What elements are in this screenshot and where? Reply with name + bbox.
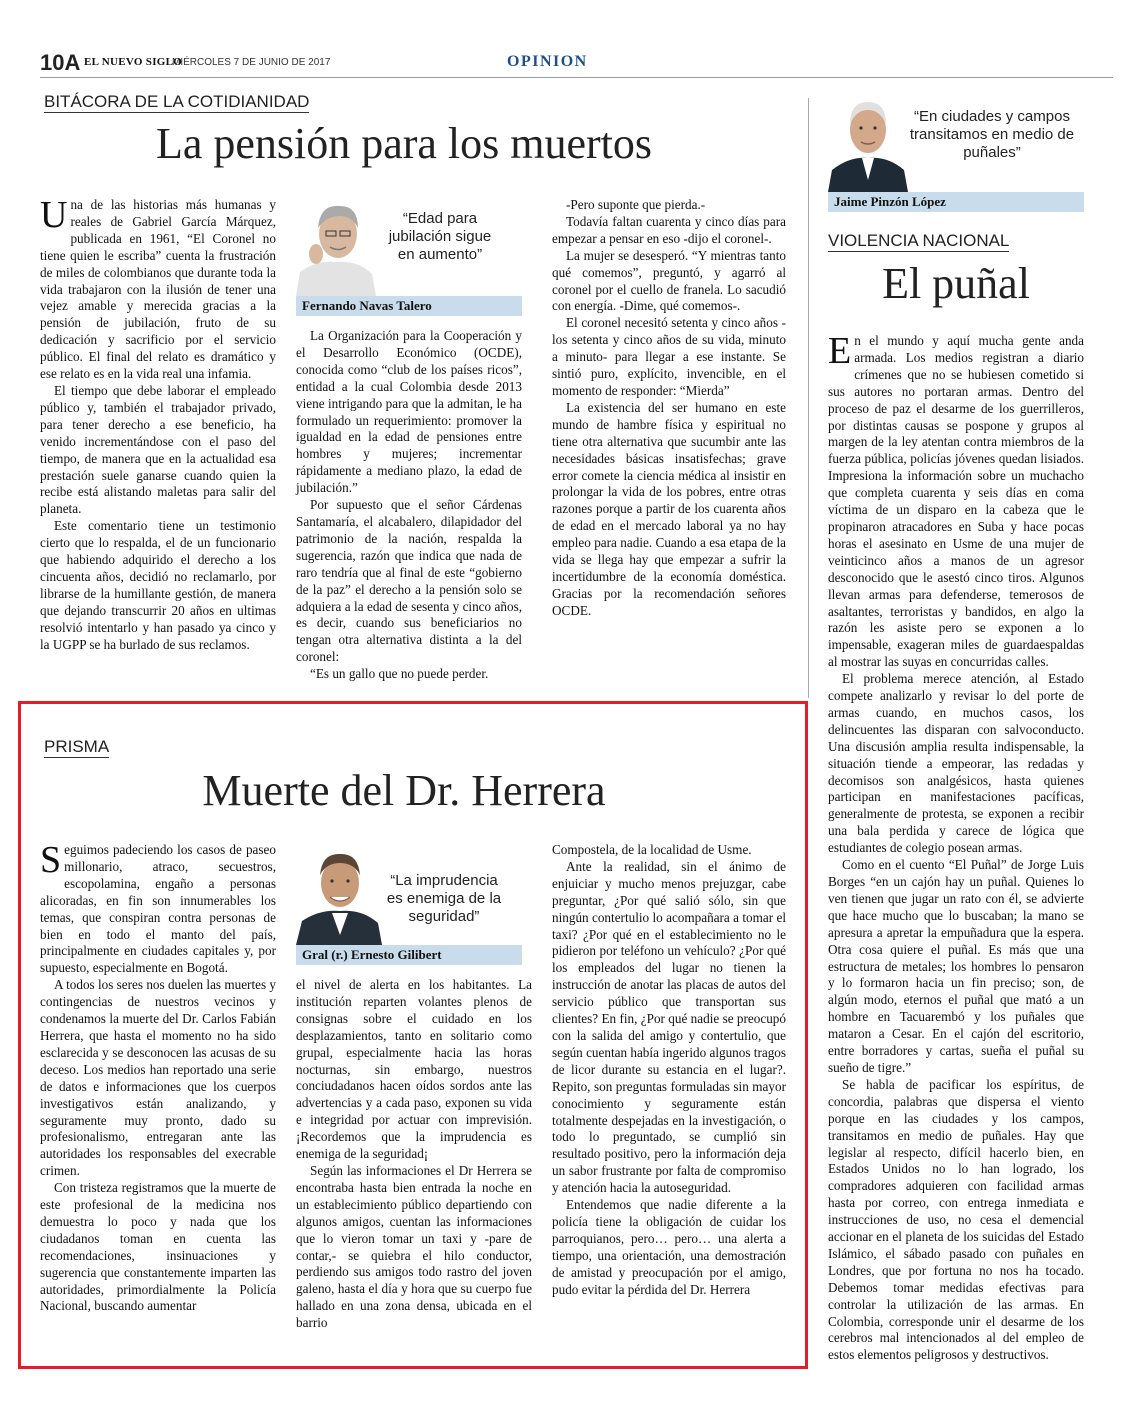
article-1-column-1: Una de las historias más humanas y reales de Gabriel García Márquez, publicada en 1961, “El Coronel no tiene quien le escriba” cuenta la frustración de miles de colombianos que durante toda la vida trabajaron con la ilusión de tener una vejez amable y merecida gracias a la pensión de jubilación, fruto de su dedicación y sacrificio por el servicio público. El final del relato es dramático y ese relato es en la vida real una infamia. El tiempo que debe laborar el empleado público y, también el trabajador privado, para tener derecho a ese beneficio, ha venido incrementándose con el paso del tiempo, de manera que en la actualidad esa prestación suele ganarse cuando quien la recibe está alistando maletas para salir del planeta. Este comentario tiene un testimonio cierto que lo respalda, el de un funcionario que habiendo adquirido el derecho a los cincuenta años, decidió no reclamarlo, por librarse de la humillante gestión, de manera que dejando transcurrir 20 años en ultimas resolvió intentarlo y han pasado ya cinco y la UGPP se ha burlado de sus reclamos. bbox=[40, 194, 276, 652]
article-3-kicker: VIOLENCIA NACIONAL bbox=[828, 231, 1010, 250]
drop-cap: E bbox=[828, 330, 852, 372]
article-2-pull-quote: “La imprudencia es enemiga de la seguridad” bbox=[386, 872, 502, 925]
drop-cap: S bbox=[40, 839, 62, 881]
article-1-pull-quote: “Edad para jubilación sigue en aumento” bbox=[388, 210, 492, 263]
article-1-column-3: -Pero suponte que pierda.- Todavía faltan cuarenta y cinco días para empezar a pensar en eso -dijo el coronel-. La mujer se desesperó. “Y mientras tanto qué comemos”, preguntó, y agarró al coronel por el cuello de franela. Lo sacudió con energía. -Dime, qué comemos-. El coronel necesitó setenta y cinco años -los setenta y cinco años de su vida, minuto a minuto- para llegar a ese instante. Se sintió puro, explícito, invencible, en el momento de responder: “Mierda” La existencia del ser humano en este mundo de hambre física y espiritual no tiene otra alternativa que sucumbir ante las necesidades básicas insatisfechas; grave error comete la ciencia médica al insistir en prolongar la vida de los pobres, entre otras razones porque a partir de los cuarenta años de edad en el mercado laboral ya no hay empleo para nadie. Cuando a esa etapa de la vida se llega hay que empezar a sufrir la incertidumbre de la economía doméstica. Gracias por la recomendación señores OCDE. bbox=[552, 197, 786, 618]
article-1-author: Fernando Navas Talero bbox=[296, 296, 522, 316]
page-header bbox=[40, 48, 1113, 78]
drop-cap: U bbox=[40, 194, 68, 236]
article-1-title: La pensión para los muertos bbox=[155, 119, 653, 168]
section-name: OPINION bbox=[507, 53, 588, 70]
page-number: 10A bbox=[40, 50, 81, 75]
newspaper-name: EL NUEVO SIGLO bbox=[84, 56, 183, 68]
article-1-column-2: La Organización para la Cooperación y el Desarrollo Económico (OCDE), conocida como “club de los países ricos”, entidad a la cual Colombia desde 2013 viene intrigando para que la admitan, le ha formulado un requerimiento: promover la igualdad en la edad de pensiones entre hombres y mujeres; incrementar rápidamente a mediano plazo, la edad de jubilación.” Por supuesto que el señor Cárdenas Santamaría, el alcabalero, dilapidador del patrimonio de la nación, respalda la sugerencia, razón que indica que nada de raro tendría que al final de este “gobierno de la paz” el derecho a la pensión solo se adquiera a la edad de sesenta y cinco años, es decir, cuando sus beneficiarios no tengan otra alternativa distinta a la del coronel: “Es un gallo que no puede perder. bbox=[296, 328, 522, 682]
article-3-title: El puñal bbox=[882, 259, 1030, 308]
issue-date: MIÉRCOLES 7 DE JUNIO DE 2017 bbox=[172, 57, 331, 68]
article-2-kicker: PRISMA bbox=[44, 737, 110, 756]
author-photo bbox=[828, 94, 908, 192]
article-2-column-2: el nivel de alerta en los habitantes. La institución reparten volantes plenos de consignas sobre el cuidado en los desplazamientos, tanto en solitario como grupal, especialmente hacia las horas nocturnas, sin embargo, nuestros conciudadanos hacen oídos sordos ante las advertencias y a cada paso, exponen su vida e integridad por actuar con imprevisión. ¡Recordemos que la imprudencia es enemiga de la seguridad¡ Según las informaciones el Dr Herrera se encontraba hasta bien entrada la noche en un establecimiento público departiendo con algunos amigos, cuentan las informaciones que lo vieron tomar un taxi y -pare de contar,- se quiebra el hilo conductor, perdiendo sus amigos todo rastro del joven galeno, hasta el día y hora que su cuerpo fue hallado en una zona densa, ubicada en el barrio bbox=[296, 977, 532, 1331]
article-2-author: Gral (r.) Ernesto Gilibert bbox=[296, 945, 522, 965]
article-3-column: En el mundo y aquí mucha gente anda armada. Los medios registran a diario crímenes que no se hubiesen cometido si sus autores no portaran armas. Dentro del proceso de paz el desarme de los guerrilleros, por distintas causas se pospone y grupos al margen de la ley atentan contra miembros de la fuerza pública, policías jóvenes quedan lisiados. Impresiona la información sobre un muchacho que completa cuarenta y seis días en coma víctima de un disparo en la cabeza que le propinaron atracadores en Suba y hace pocas horas el asesinato en Usme de una mujer de veinticinco años a manos de un agresor desconocido que le asestó cinco tiros. Algunos llevan armas para defenderse, temerosos de asaltantes, terroristas y bandidos, en algo la razón les asiste pero se exponen a lo impensable, exageran miles de guardaespaldas al mostrar las suyas en concurridas calles. El problema merece atención, al Estado compete analizarlo y revisar lo del porte de armas cuando, en muchos casos, los delincuentes las disparan con salvoconducto. Una discusión amplia resulta indispensable, la situación tiende a empeorar, las redadas y decomisos son analgésicos, hasta quienes participan en manifestaciones pacíficas, generalmente de protesta, se exponen a recibir una bala perdida y carece de lógica que estudiantes de colegio posean armas. Como en el cuento “El Puñal” de Jorge Luis Borges “en un cajón hay un puñal. Quienes lo ven tienen que jugar un rato con él, se advierte que hace mucho que lo buscaban; la mano se apresura a apretar la empuñadura que la espera. Otra cosa quiere el puñal. Es más que una estructura de metales; los hombres lo pensaron y lo formaron hacia un fin preciso; son, de algún modo, eternos el puñal que mató a un hombre en Tacuarembó y los puñales que mataron a Cesar. En el cajón del escritorio, entre borradores y cartas, sueña el puñal su sueño de tigre.” Se habla de pacificar los espíritus, de concordia, palabras que dispersa el viento porque en las ciudades y los campos, transitamos en medio de puñales. Hay que legislar al respecto, difícil hacerlo bien, en Estados Unidos no lo han logrado, los compradores adquieren con facilidad armas hasta por correo, con entrega inmediata e instrucciones de uso, no cesa el demencial accionar en el planeta de los suicidas del Estado Islámico, el sábado pasado con puñales en Londres, que por fortuna no nos ha tocado. Debemos tomar medidas efectivas para controlar la utilización de las armas. En Colombia, corresponde unir el desarme de los cerebros mal intencionados al del empleo de estos elementos peligrosos y destructivos. bbox=[828, 330, 1084, 1363]
article-2-column-3: Compostela, de la localidad de Usme. Ante la realidad, sin el ánimo de enjuiciar y mucho menos prejuzgar, cabe preguntar, ¿Por qué salió sólo, sin que ningún contertulio lo acompañara a tomar el taxi? ¿Por qué en el establecimiento no le pidieron por teléfono un vehículo? ¿Por qué los empleados del lugar no tienen la instrucción de anotar las placas de autos del servicio público que transportan sus clientes? En fin, ¿Por qué nadie se preocupó con la salida del amigo y contertulio, que según cuentan había ingerido algunos tragos de licor durante su estancia en el lugar?. Repito, son preguntas formuladas sin mayor conocimiento y seguramente están totalmente despejadas en la investigación, o todo lo preguntado, se cumplió sin resultado positivo, pero la información deja un sabor frustrante por falta de compromiso y atención hacia la autoseguridad. Entendemos que nadie diferente a la policía tiene la obligación de cuidar los parroquianos, pero… pero… una alerta a tiempo, una orientación, una demostración de amistad y preocupación por el amigo, pudo evitar la pérdida del Dr. Herrera bbox=[552, 842, 787, 1297]
column-divider bbox=[808, 98, 809, 698]
article-2-column-1: Seguimos padeciendo los casos de paseo millonario, atraco, secuestros, escopolamina, engaño a personas alicoradas, en fin son innumerables los temas, que conspiran contra personas de bien en todo el manto del país, principalmente en ciudades capitales y, por supuesto, especialmente en Bogotá. A todos los seres nos duelen las muertes y contingencias de nuestros vecinos y condenamos la muerte del Dr. Carlos Fabián Herrera, que hasta el momento no ha sido esclarecida y se desconocen las acusas de su deceso. Los medios han reportado una serie de datos e informaciones que los cuerpos investigativos están analizando, y seguramente muy pronto, dado su profesionalismo, entregaran ante las autoridades los responsables del execrable crimen. Con tristeza registramos que la muerte de este profesional de la medicina nos demuestra lo poco y nada que los ciudadanos toman en cuenta las recomendaciones, insinuaciones y sugerencia que constantemente imparten las autoridades, primordialmente la Policía Nacional, buscando aumentar bbox=[40, 839, 276, 1314]
author-photo bbox=[296, 845, 382, 945]
author-photo bbox=[296, 194, 376, 296]
article-3-pull-quote: “En ciudades y campos transitamos en medio de puñales” bbox=[909, 108, 1075, 161]
article-1-kicker: BITÁCORA DE LA COTIDIANIDAD bbox=[44, 92, 310, 111]
article-2-title: Muerte del Dr. Herrera bbox=[202, 766, 606, 815]
article-3-author: Jaime Pinzón López bbox=[828, 192, 1084, 212]
